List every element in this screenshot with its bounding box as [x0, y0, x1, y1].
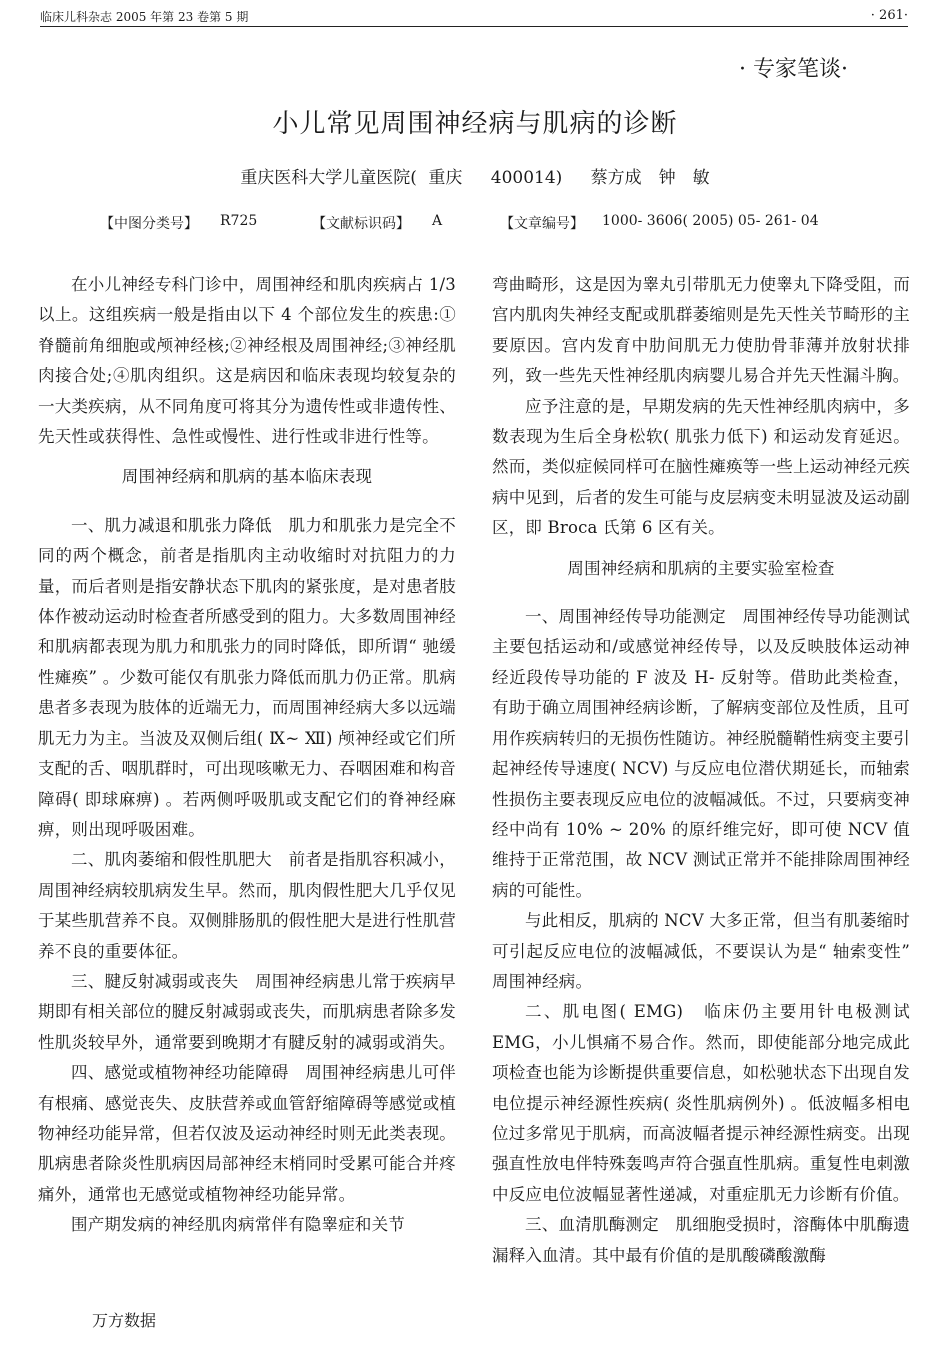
- running-header: [40, 8, 908, 27]
- paragraph-perinatal: 围产期发病的神经肌肉病常伴有隐睾症和关节: [71, 1215, 405, 1235]
- journal-info: 临床儿科杂志 2005 年第 23 卷第 5 期: [40, 10, 249, 24]
- article-number-value: 1000- 3606( 2005) 05- 261- 04: [602, 213, 819, 229]
- paragraph-muscle-weakness: 一、肌力减退和肌张力降低 肌力和肌张力是完全不同的两个概念，前者是指肌肉主动收缩时对抗阻力的力量，而后者则是指安静状态下肌肉的紧张度，是对患者肢体作被动运动时检查者所感受到的阻力。大多数周围神经和肌病都表现为肌力和肌张力的同时降低，即所谓“ 驰缓性瘫痪” 。少数可能仅有肌张力降低而肌力仍正常。肌病患者多表现为肢体的近端无力，而周围神经病大多以远端肌无力为主。当波及双侧后组( Ⅸ~ Ⅻ) 颅神经或它们所支配的舌、咽肌群时，可出现咳嗽无力、吞咽困难和构音障碍( 即球麻痹) 。若两侧呼吸肌或支配它们的脊神经麻痹，则出现呼吸困难。: [38, 515, 456, 839]
- article-number-label: 【文章编号】: [500, 216, 584, 232]
- paragraph-nerve-conduction: 一、周围神经传导功能测定 周围神经传导功能测试主要包括运动和/或感觉神经传导，以及反映肢体运动神经近段传导功能的 F 波及 H- 反射等。借助此类检查，有助于确立周围神经病诊断，了解病变部位及性质，且可用作疾病转归的无损伤性随访。神经脱髓鞘性病变主要引起神经传导速度( NCV) 与反应电位潜伏期延长，而轴索性损伤主要表现反应电位的波幅减低。不过，只要病变神经中尚有 10% ~ 20% 的原纤维完好，即可使 NCV 值维持于正常范围，故 NCV 测试正常并不能排除周围神经病的可能性。: [492, 607, 910, 900]
- right-column: [492, 270, 910, 1271]
- paragraph-serum-enzyme: 三、血清肌酶测定 肌细胞受损时，溶酶体中肌酶遗漏释入血清。其中最有价值的是肌酸磷酸激酶: [492, 1215, 910, 1265]
- article-title: 小儿常见周围神经病与肌病的诊断: [272, 109, 678, 139]
- doc-label: 【文献标识码】: [312, 216, 410, 232]
- section-heading-lab: 周围神经病和肌病的主要实验室检查: [567, 558, 835, 578]
- doc-value: A: [432, 213, 443, 229]
- paragraph-reflex: 三、腱反射减弱或丧失 周围神经病患儿常于疾病早期即有相关部位的腱反射减弱或丧失，而肌病患者除多发性肌炎较早外，通常要到晚期才有腱反射的减弱或消失。: [38, 971, 456, 1052]
- paragraph-atrophy: 二、肌肉萎缩和假性肌肥大 前者是指肌容积减小，周围神经病较肌病发生早。然而，肌肉假性肥大几乎仅见于某些肌营养不良。双侧腓肠肌的假性肥大是进行性肌营养不良的重要体征。: [38, 850, 456, 961]
- paragraph-early-onset: 应予注意的是，早期发病的先天性神经肌肉病中，多数表现为生后全身松软( 肌张力低下) 和运动发育延迟。然而，类似症候同样可在脑性瘫痪等一些上运动神经元疾病中见到，后者的发生可能与皮层病变未明显波及运动副区，即 Broca 氏第 6 区有关。: [492, 396, 910, 538]
- paragraph-perinatal-continued: 弯曲畸形，这是因为睾丸引带肌无力使睾丸下降受阻，而宫内肌肉失神经支配或肌群萎缩则是先天性关节畸形的主要原因。宫内发育中肋间肌无力使肋骨菲薄并放射状排列，致一些先天性神经肌肉病婴儿易合并先天性漏斗胸。: [492, 275, 910, 386]
- paragraph-sensory: 四、感觉或植物神经功能障碍 周围神经病患儿可伴有根痛、感觉丧失、皮肤营养或血管舒缩障碍等感觉或植物神经功能异常，但若仅波及运动神经时则无此类表现。肌病患者除炎性肌病因局部神经末梢同时受累可能合并疼痛外，通常也无感觉或植物神经功能异常。: [38, 1063, 456, 1204]
- paragraph-emg: 二、肌电图( EMG) 临床仍主要用针电极测试 EMG，小儿惧痛不易合作。然而，即使能部分地完成此项检查也能为诊断提供重要信息，如松驰状态下出现自发电位提示神经源性疾病( 炎性肌病例外) 。低波幅多相电位过多常见于肌病，而高波幅者提示神经源性病变。出现强直性放电伴特殊轰鸣声符合强直性肌病。重复性电刺激中反应电位波幅显著性递减，对重症肌无力诊断有价值。: [492, 1002, 910, 1204]
- intro-paragraph: 在小儿神经专科门诊中，周围神经和肌肉疾病占 1/3 以上。这组疾病一般是指由以下 4 个部位发生的疾患:①脊髓前角细胞或颅神经核;②神经根及周围神经;③神经肌肉接合处;④肌肉组织。这是病因和临床表现均较复杂的一大类疾病，从不同角度可将其分为遗传性或非遗传性、先天性或获得性、急性或慢性、进行性或非进行性等。: [38, 275, 456, 447]
- paragraph-myopathy-ncv: 与此相反，肌病的 NCV 大多正常，但当有肌萎缩时可引起反应电位的波幅减低，不要误认为是“ 轴索变性” 周围神经病。: [492, 911, 910, 991]
- left-column: [38, 270, 456, 1241]
- page-number: · 261·: [870, 8, 908, 23]
- clc-value: R725: [220, 213, 258, 229]
- section-heading-clinical: 周围神经病和肌病的基本临床表现: [121, 467, 373, 487]
- clc-label: 【中图分类号】: [100, 216, 198, 232]
- author-affiliation: 重庆医科大学儿童医院( 重庆 400014) 蔡方成 钟 敏: [240, 168, 710, 188]
- watermark-source: 万方数据: [92, 1311, 157, 1330]
- column-tag: · 专家笔谈·: [739, 57, 848, 82]
